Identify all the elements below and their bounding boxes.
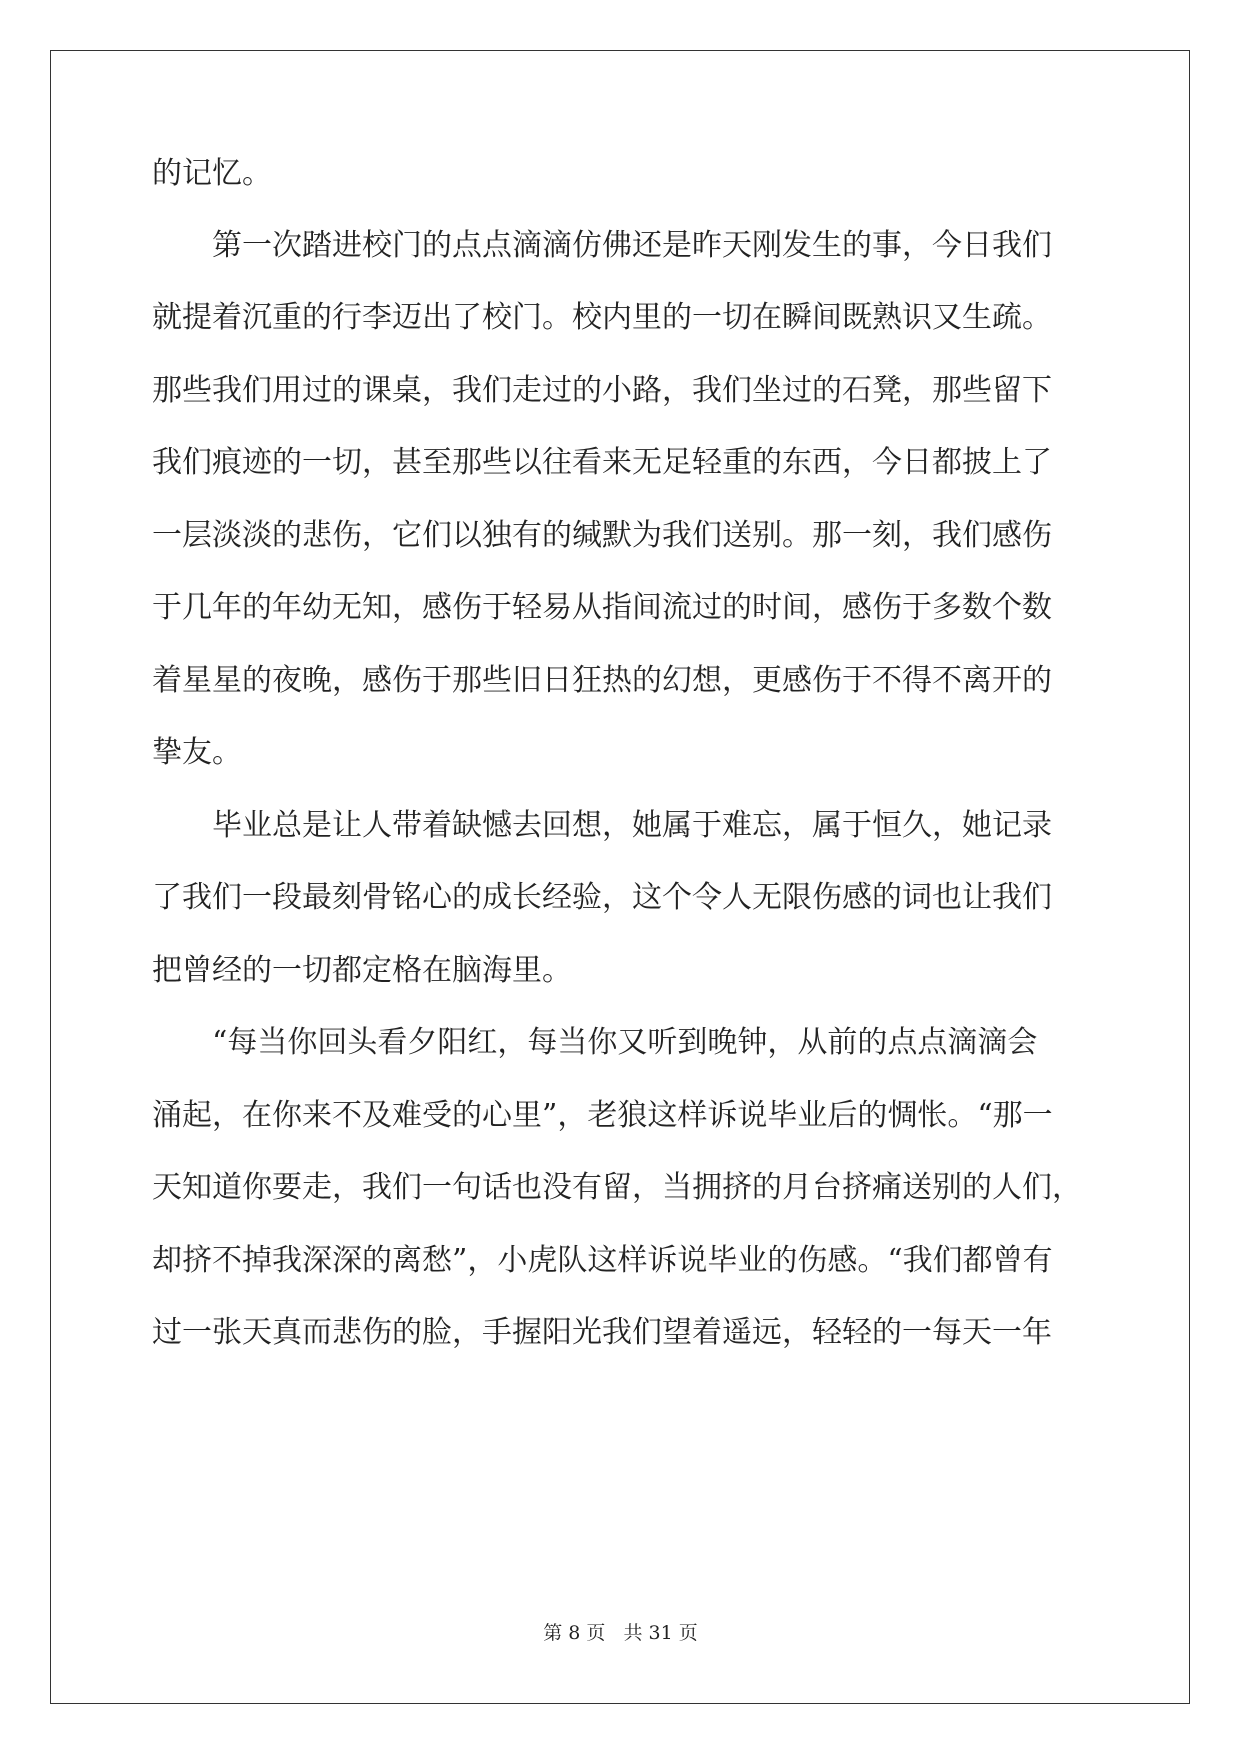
body-line: 毕业总是让人带着缺憾去回想，她属于难忘，属于恒久，她记录 [152,808,1052,843]
body-line: 过一张天真而悲伤的脸，手握阳光我们望着遥远，轻轻的一每天一年 [152,1315,1052,1350]
body-line: 了我们一段最刻骨铭心的成长经验，这个令人无限伤感的词也让我们 [152,880,1052,915]
body-line: 把曾经的一切都定格在脑海里。 [152,953,572,988]
body-line: 天知道你要走，我们一句话也没有留，当拥挤的月台挤痛送别的人们， [152,1170,1082,1205]
body-line: 挚友。 [152,735,242,770]
body-line: 的记忆。 [152,156,272,191]
body-line: 那些我们用过的课桌，我们走过的小路，我们坐过的石凳，那些留下 [152,373,1052,408]
body-line: 于几年的年幼无知，感伤于轻易从指间流过的时间，感伤于多数个数 [152,590,1052,625]
body-line: 我们痕迹的一切，甚至那些以往看来无足轻重的东西，今日都披上了 [152,445,1052,480]
body-line: “每当你回头看夕阳红，每当你又听到晚钟，从前的点点滴滴会 [152,1025,1038,1060]
body-line: 一层淡淡的悲伤，它们以独有的缄默为我们送别。那一刻，我们感伤 [152,518,1052,553]
body-line: 涌起，在你来不及难受的心里”，老狼这样诉说毕业后的惆怅。“那一 [152,1098,1053,1133]
body-line: 却挤不掉我深深的离愁”，小虎队这样诉说毕业的伤感。“我们都曾有 [152,1243,1053,1278]
body-line: 第一次踏进校门的点点滴滴仿佛还是昨天刚发生的事，今日我们 [152,228,1052,263]
body-line: 就提着沉重的行李迈出了校门。校内里的一切在瞬间既熟识又生疏。 [152,300,1052,335]
page-number-footer: 第 8 页 共 31 页 [543,1622,698,1644]
body-line: 着星星的夜晚，感伤于那些旧日狂热的幻想，更感伤于不得不离开的 [152,663,1052,698]
